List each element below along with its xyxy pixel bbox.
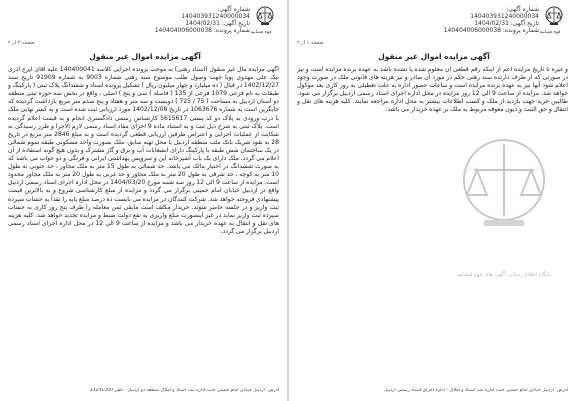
- judiciary-emblem-icon: [253, 4, 277, 30]
- org-name: قوه قضاییه: [539, 30, 561, 35]
- notice-footer: آدرس: اردبیل خیابان امام خمینی جنب اداره ثبت اسناد و املاک منطقه دو اردبیل - تلفن 33241500: [89, 388, 279, 393]
- notice-date: تاریخ آگهی: 1404/02/31: [185, 20, 250, 27]
- file-number: شماره پرونده: 140404006000038: [154, 27, 250, 34]
- page-indicator: صفحه ۱ از ۲: [297, 40, 324, 46]
- notice-body: و غیره تا تاریخ مزایده اعم از اینکه رقم قطعی آن معلوم شده یا نشده باشد به عهده برنده مزایده است و نیز در صورتی که از طرف دارنده سند رهنی حکم در مورد آن صادر و نیز هزینه های قانونی ملک در صورت وجود اعلام شود آنها نیز به عهده برنده مزایده است و ساعات حضور اداره به علت تعطیلی به روز کاری بعد موکول خواهد شد. مزایده از ساعت 9 الی 12 روز مزایده در محل اداره اجرای اسناد رسمی اردبیل برگزار می شود. طالبین خرید جهت بازدید از ملک و کسب اطلاعات بیشتر به محل اداره مراجعه نمایند. کلیه هزینه های نقل و انتقال و حق الثبت و دیون معوقه مربوط به ملک بر عهده خریدار می باشد.: [297, 66, 568, 114]
- notice-page-2: [0, 0, 287, 401]
- notice-title: آگهی مزایده اموال غیر منقول: [89, 52, 201, 61]
- notice-number: شماره آگهی: 140403931240000034: [181, 6, 250, 20]
- notice-body: آگهی مزایده مال غیر منقول (اسناد رهنی) به موجب پرونده اجرایی کلاسه 140400041 علیه آقای ایرج آذری نیک علی مهدوی پویا جهت وصول طلب موضوع سند رهنی شماره 9003 به شماره 91909 تاریخ سند 1402/12/27 در قبال ( ده میلیارد و چهار میلیون ریال ) تشکیل پرونده اسناد و ششدانگ پلاک ثبتی ( پارکینگ و طبقات به نام فرعی 1079 فرعی از 135 ( فاصله ) سی و پنج ) اصلی ، واقع در بخش سه حوزه ثبتی منطقه دو استان اردبیل به مساحت ( 75 / 725 ) دویست و سه متر و هفتاد و پنج صدم متر مربع بازداشت گردیده که جایگزین است به شماره 1063676 در تاریخ 1402/12/08 مورد ارزیابی ثبت شده است و به کسر نهایی ملک با درب ورودی به پلاک دو کد پستی 5615617 کارشناس رسمی دادگستری انجام و به قیمت اعلام گردیده است. پلاک ثبتی به شرح ذیل ثبت و به استناد ماده 9 اجرای مفاد اسناد رسمی لازم الاجرا و طرز رسیدگی به شکایت از عملیات اجرایی و اعتراض طرفین ارزیابی قطعی گردیده است و به مبلغ 2846 متر مربع در تاریخ 28 به نفوذ شریک بانک ملت منطقه اردبیل با محل تهیه سابق. ملک بصورت واحد مسکونی طبقه سوم شمالی در یک ساختمان شش طبقه با پارکینگ دارای انشعابات آب و برق و گاز مشترک و بدون هیچ گونه استفاده از آن اعلام می گردد. ملک دارای یک باب آشپزخانه اپن و سرویس بهداشتی ایرانی و فرنگی و دو خواب می باشد که به صورت ششدانگ در اختیار مالک می باشد. حد شمالی به طول 15 متر به ملک مجاور ، حد جنوبی به طول 10 متر به کوچه ، حد شرقی به طول 20 متر به ملک مجاور و حد غربی به طول 20 متر به ملک مجاور محدود است. مزایده از ساعت 9 الی 12 روز سه شنبه مورخ 1404/03/20 در محل اداره اجرای اسناد رسمی اردبیل واقع در اردبیل خیابان امام خمینی برگزار می گردد و مزایده از مبلغ کارشناسی شروع و به بالاترین قیمت پیشنهادی فروخته خواهد شد. شرکت کنندگان در مزایده می بایست ده درصد مبلغ پایه را نقداً به حساب سپرده ثبت واریز و در جلسه حاضر شوند. خریدار مکلف است مابقی ثمن معامله را ظرف پنج روز کاری به حساب سپرده ثبت واریز نماید در غیر اینصورت مبلغ واریزی به نفع دولت ضبط و مزایده تجدید خواهد شد. کلیه هزینه های نقل و انتقال به عهده خریدار می باشد و مزایده از ساعت 9 الی 12 در محل اداره اجرای اسناد رسمی اردبیل برگزار می گردد.: [8, 66, 279, 235]
- notice-header: [439, 6, 539, 34]
- notice-header: [150, 6, 250, 34]
- file-number: شماره پرونده: 140404006000038: [443, 27, 539, 34]
- notice-date: تاریخ آگهی: 1404/02/31: [474, 20, 539, 27]
- notice-page-1: [289, 0, 576, 401]
- notice-number: شماره آگهی: 140403931240000034: [470, 6, 539, 20]
- notice-footer: آدرس: اردبیل خیابان امام خمینی جنب اداره ثبت اسناد و املاک - اداره اجرای اسناد رسمی اردبیل: [384, 388, 568, 393]
- org-name: قوه قضاییه: [250, 30, 272, 35]
- watermark-caption: پایگاه اطلاع رسانی آگهی های قوه قضاییه: [456, 272, 552, 278]
- judiciary-emblem-icon: [542, 4, 566, 30]
- notice-title: آگهی مزایده اموال غیر منقول: [378, 52, 490, 61]
- page-indicator: صفحه ۲ از ۲: [8, 40, 35, 46]
- judiciary-watermark-icon: [439, 120, 569, 270]
